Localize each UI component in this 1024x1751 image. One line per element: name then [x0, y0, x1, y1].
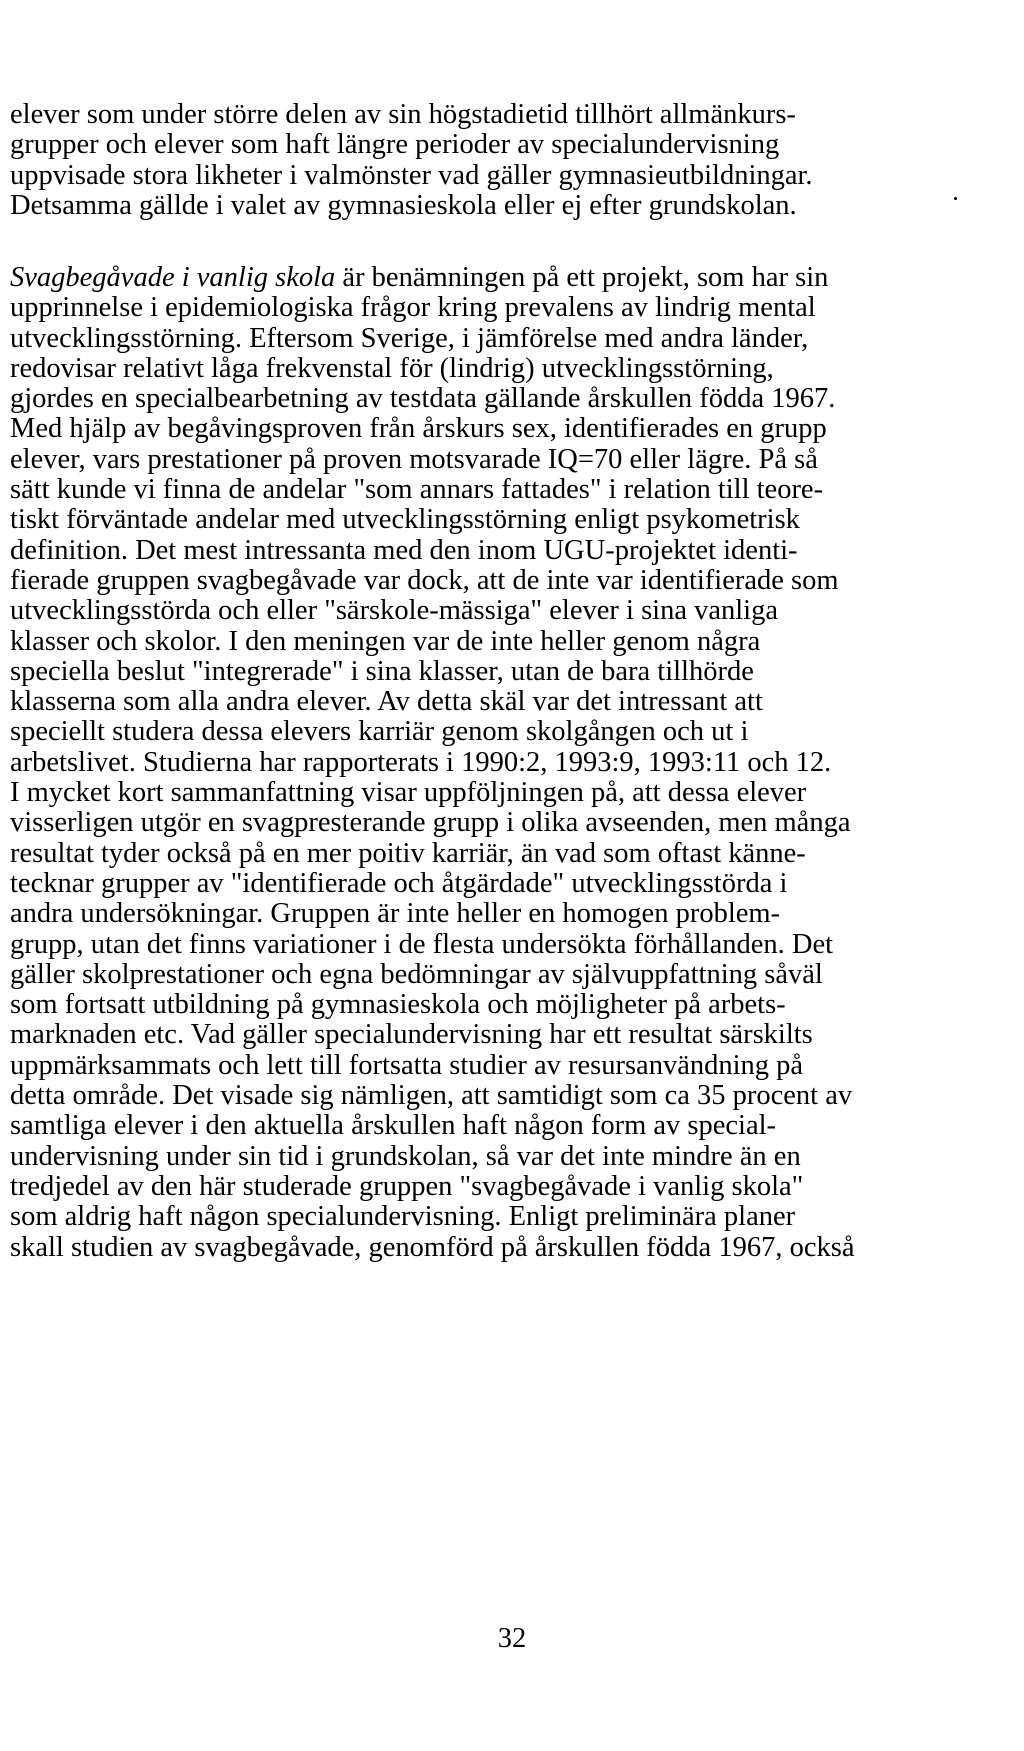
paragraph-2 [10, 263, 1010, 1263]
paragraph-line: Med hjälp av begåvingsproven från årskurs sex, identifierades en grupp [10, 413, 827, 445]
paragraph-line: marknaden etc. Vad gäller specialundervisning har ett resultat särskilts [10, 1019, 813, 1051]
paragraph-line: som aldrig haft någon specialundervisning. Enligt preliminära planer [10, 1201, 796, 1233]
paragraph-line: definition. Det mest intressanta med den inom UGU-projektet identi- [10, 534, 798, 566]
paragraph-line: klasserna som alla andra elever. Av detta skäl var det intressant att [10, 686, 763, 718]
paragraph-line: andra undersökningar. Gruppen är inte heller en homogen problem- [10, 898, 781, 930]
paragraph-line: redovisar relativt låga frekvenstal för (lindrig) utvecklingsstörning, [10, 352, 774, 384]
paragraph-line: upprinnelse i epidemiologiska frågor kring prevalens av lindrig mental [10, 292, 816, 324]
paragraph-line: arbetslivet. Studierna har rapporterats i 1990:2, 1993:9, 1993:11 och 12. [10, 746, 832, 778]
paragraph-line: I mycket kort sammanfattning visar uppföljningen på, att dessa elever [10, 777, 807, 809]
paragraph-line: tecknar grupper av "identifierade och åtgärdade" utvecklingsstörda i [10, 867, 788, 899]
paragraph-line: fierade gruppen svagbegåvade var dock, att de inte var identifierade som [10, 564, 839, 596]
paragraph-1 [10, 100, 1010, 221]
project-title-term: Svagbegåvade i vanlig skola [10, 262, 336, 293]
scan-speck [954, 197, 957, 200]
paragraph-line: speciella beslut "integrerade" i sina klasser, utan de bara tillhörde [10, 655, 754, 687]
page-number: 32 [497, 1623, 527, 1654]
paragraph-line: utvecklingsstörda och eller "särskole-mässiga" elever i sina vanliga [10, 595, 778, 627]
paragraph-line: resultat tyder också på en mer poitiv karriär, än vad som oftast känne- [10, 837, 806, 869]
paragraph-line: skall studien av svagbegåvade, genomförd på årskullen födda 1967, också [10, 1231, 855, 1263]
paragraph-line: Detsamma gällde i valet av gymnasieskola eller ej efter grundskolan. [10, 189, 797, 221]
paragraph-line: grupp, utan det finns variationer i de flesta undersökta förhållanden. Det [10, 928, 834, 960]
paragraph-line: tredjedel av den här studerade gruppen "svagbegåvade i vanlig skola" [10, 1170, 804, 1202]
paragraph-line: som fortsatt utbildning på gymnasieskola och möjligheter på arbets- [10, 989, 786, 1021]
paragraph-line: elever som under större delen av sin högstadietid tillhört allmänkurs- [10, 99, 796, 130]
paragraph-line: uppvisade stora likheter i valmönster vad gäller gymnasieutbildningar. [10, 159, 813, 191]
paragraph-line-rest: är benämningen på ett projekt, som har sin [335, 262, 829, 293]
paragraph-line: utvecklingsstörning. Eftersom Sverige, i jämförelse med andra länder, [10, 322, 809, 354]
paragraph-line: sätt kunde vi finna de andelar "som annars fattades" i relation till teore- [10, 474, 824, 506]
paragraph-line: undervisning under sin tid i grundskolan, så var det inte mindre än en [10, 1140, 801, 1172]
paragraph-line: speciellt studera dessa elevers karriär genom skolgången och ut i [10, 716, 749, 748]
paragraph-line: uppmärksammats och lett till fortsatta studier av resursanvändning på [10, 1049, 804, 1081]
paragraph-line: detta område. Det visade sig nämligen, att samtidigt som ca 35 procent av [10, 1080, 853, 1112]
paragraph-line: samtliga elever i den aktuella årskullen haft någon form av special- [10, 1110, 777, 1142]
paragraph-line: gäller skolprestationer och egna bedömningar av självuppfattning såväl [10, 958, 823, 990]
paragraph-line: gjordes en specialbearbetning av testdata gällande årskullen födda 1967. [10, 383, 836, 415]
paragraph-line: tiskt förväntade andelar med utvecklingsstörning enligt psykometrisk [10, 504, 800, 536]
paragraph-line: grupper och elever som haft längre perioder av specialundervisning [10, 129, 780, 161]
paragraph-first-line [10, 263, 1010, 293]
paragraph-line: elever, vars prestationer på proven motsvarade IQ=70 eller lägre. På så [10, 443, 818, 475]
paragraph-line: klasser och skolor. I den meningen var de inte heller genom några [10, 625, 761, 657]
paragraph-line: visserligen utgör en svagpresterande grupp i olika avseenden, men många [10, 807, 851, 839]
